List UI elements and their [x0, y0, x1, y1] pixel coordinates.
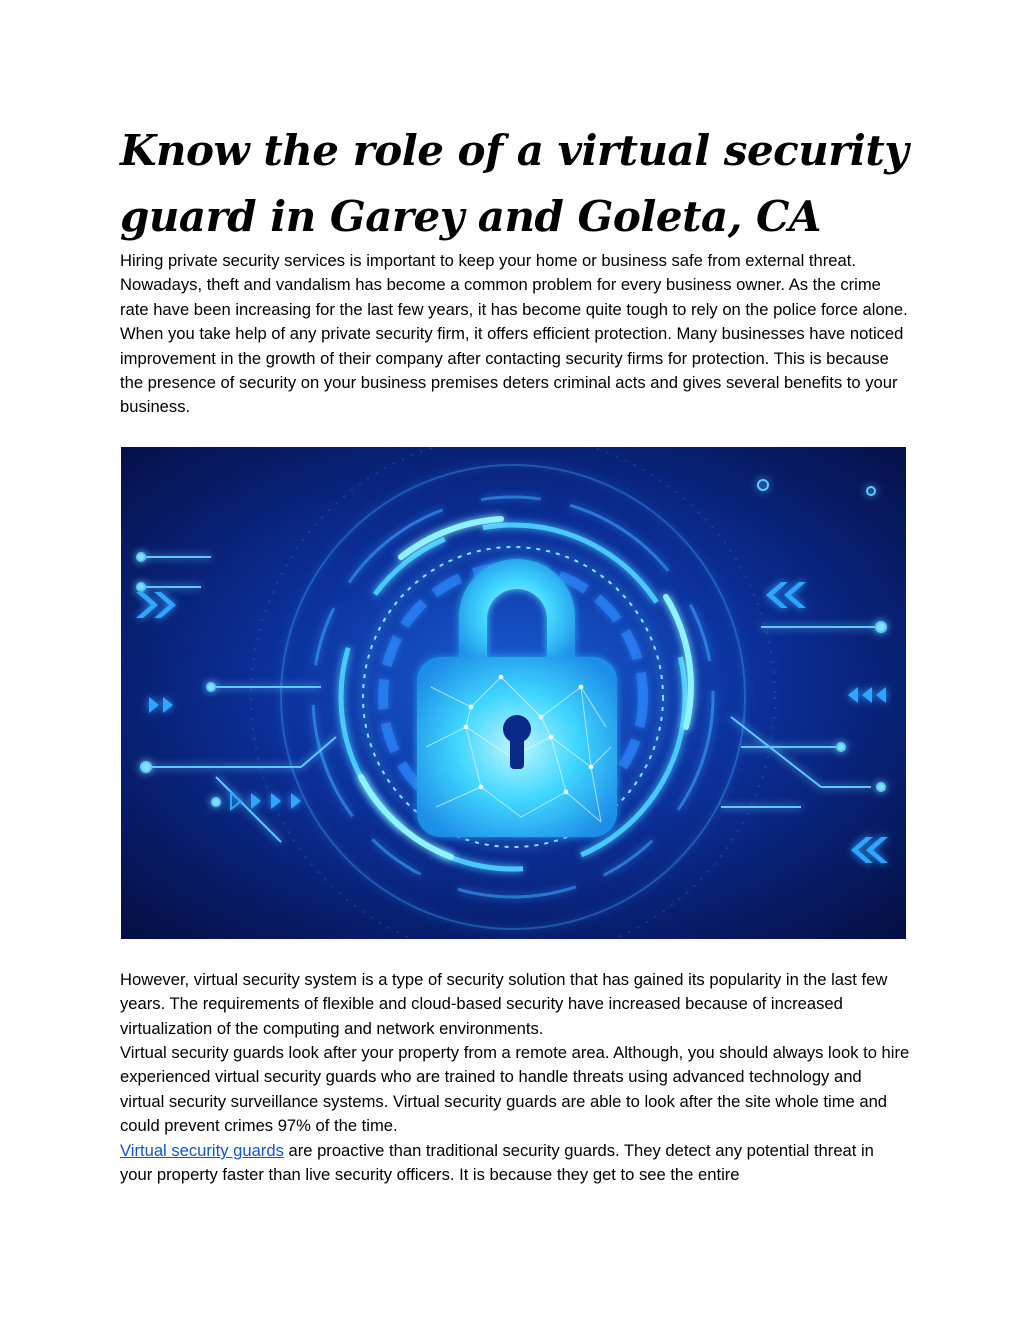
- third-paragraph: Virtual security guards look after your property from a remote area. Although, you should always look to hire experienced virtual security guards who are trained to handle threats using advanced technology and virtual security surveillance systems. Virtual security guards are able to look after the site whole time and could prevent crimes 97% of the time.: [120, 1043, 910, 1136]
- fourth-paragraph-text: are proactive than traditional security guards. They detect any potential threat in your property faster than live security officers. It is because they get to see the entire: [120, 1141, 874, 1185]
- virtual-security-guards-link[interactable]: Virtual security guards: [120, 1141, 284, 1160]
- padlock-cyber-image: [121, 447, 906, 939]
- second-paragraph: However, virtual security system is a type of security solution that has gained its popularity in the last few years. The requirements of flexible and cloud-based security have increased because of increased virtualization of the computing and network environments.: [120, 970, 888, 1038]
- page-title: Know the role of a virtual security guard in Garey and Goleta, CA: [120, 126, 909, 241]
- intro-paragraph: Hiring private security services is important to keep your home or business safe from external threat. Nowadays, theft and vandalism has become a common problem for every business owner. As the crime rate have been increasing for the last few years, it has become quite tough to rely on the police force alone. When you take help of any private security firm, it offers efficient protection. Many businesses have noticed improvement in the growth of their company after contacting security firms for protection. This is because the presence of security on your business premises deters criminal acts and gives several benefits to your business.: [120, 251, 908, 417]
- fourth-paragraph: [120, 1139, 910, 1188]
